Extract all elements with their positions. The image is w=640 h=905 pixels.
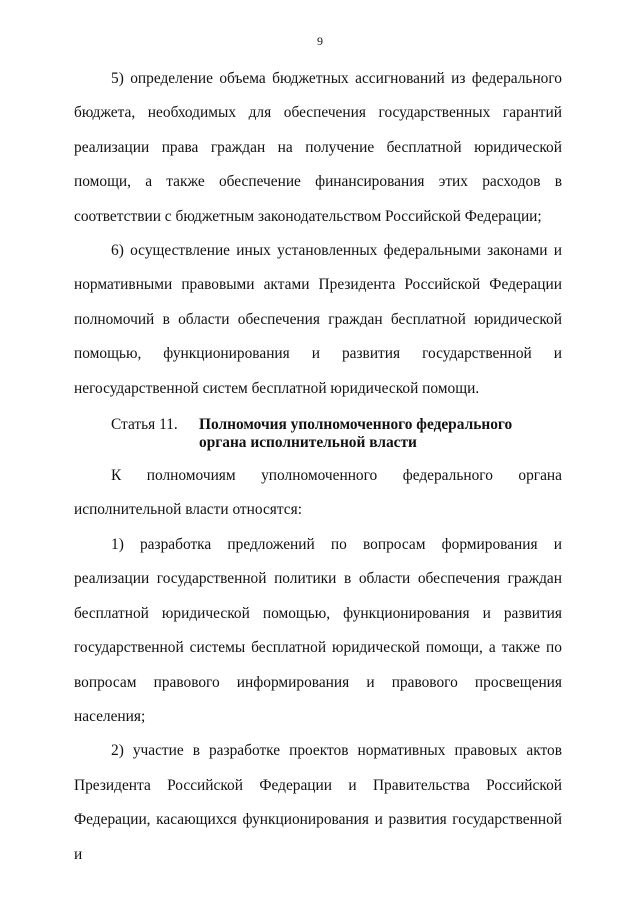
- page-number: 9: [317, 34, 323, 48]
- article-title-line-2: органа исполнительной власти: [199, 433, 417, 451]
- paragraph-item-5: 5) определение объема бюджетных ассигнований из федерального бюджета, необходимых для обеспечения государственных гарантий реализации права граждан на получение бесплатной юридической помощи, а также обеспечение финансирования этих расходов в соответствии с бюджетным законодательством Российской Федерации;: [74, 70, 562, 225]
- intro-line-1: К полномочиям уполномоченного федерального органа: [111, 467, 562, 485]
- article-title-line-1: Полномочия уполномоченного федерального: [199, 416, 513, 434]
- paragraph-item-1: 1) разработка предложений по вопросам формирования и реализации государственной политики в области обеспечения граждан бесплатной юридической помощью, функционирования и развития государственной системы бесплатной юридической помощи, а также по вопросам правового информирования и правового просвещения населения;: [74, 535, 562, 725]
- intro-line-2: исполнительной власти относятся:: [74, 501, 302, 519]
- paragraph-item-6: 6) осуществление иных установленных федеральными законами и нормативными правовыми актами Президента Российской Федерации полномочий в области обеспечения граждан бесплатной юридической помощью, функционирования и развития государственной и негосударственной систем бесплатной юридической помощи.: [74, 242, 562, 397]
- paragraph-item-2: 2) участие в разработке проектов нормативных правовых актов Президента Российской Федерации и Правительства Российской Федерации, касающихся функционирования и развития государственной и: [74, 742, 562, 863]
- article-heading: [74, 416, 562, 451]
- article-title: [199, 416, 529, 451]
- document-body: [74, 62, 562, 872]
- article-number: Статья 11.: [111, 416, 178, 434]
